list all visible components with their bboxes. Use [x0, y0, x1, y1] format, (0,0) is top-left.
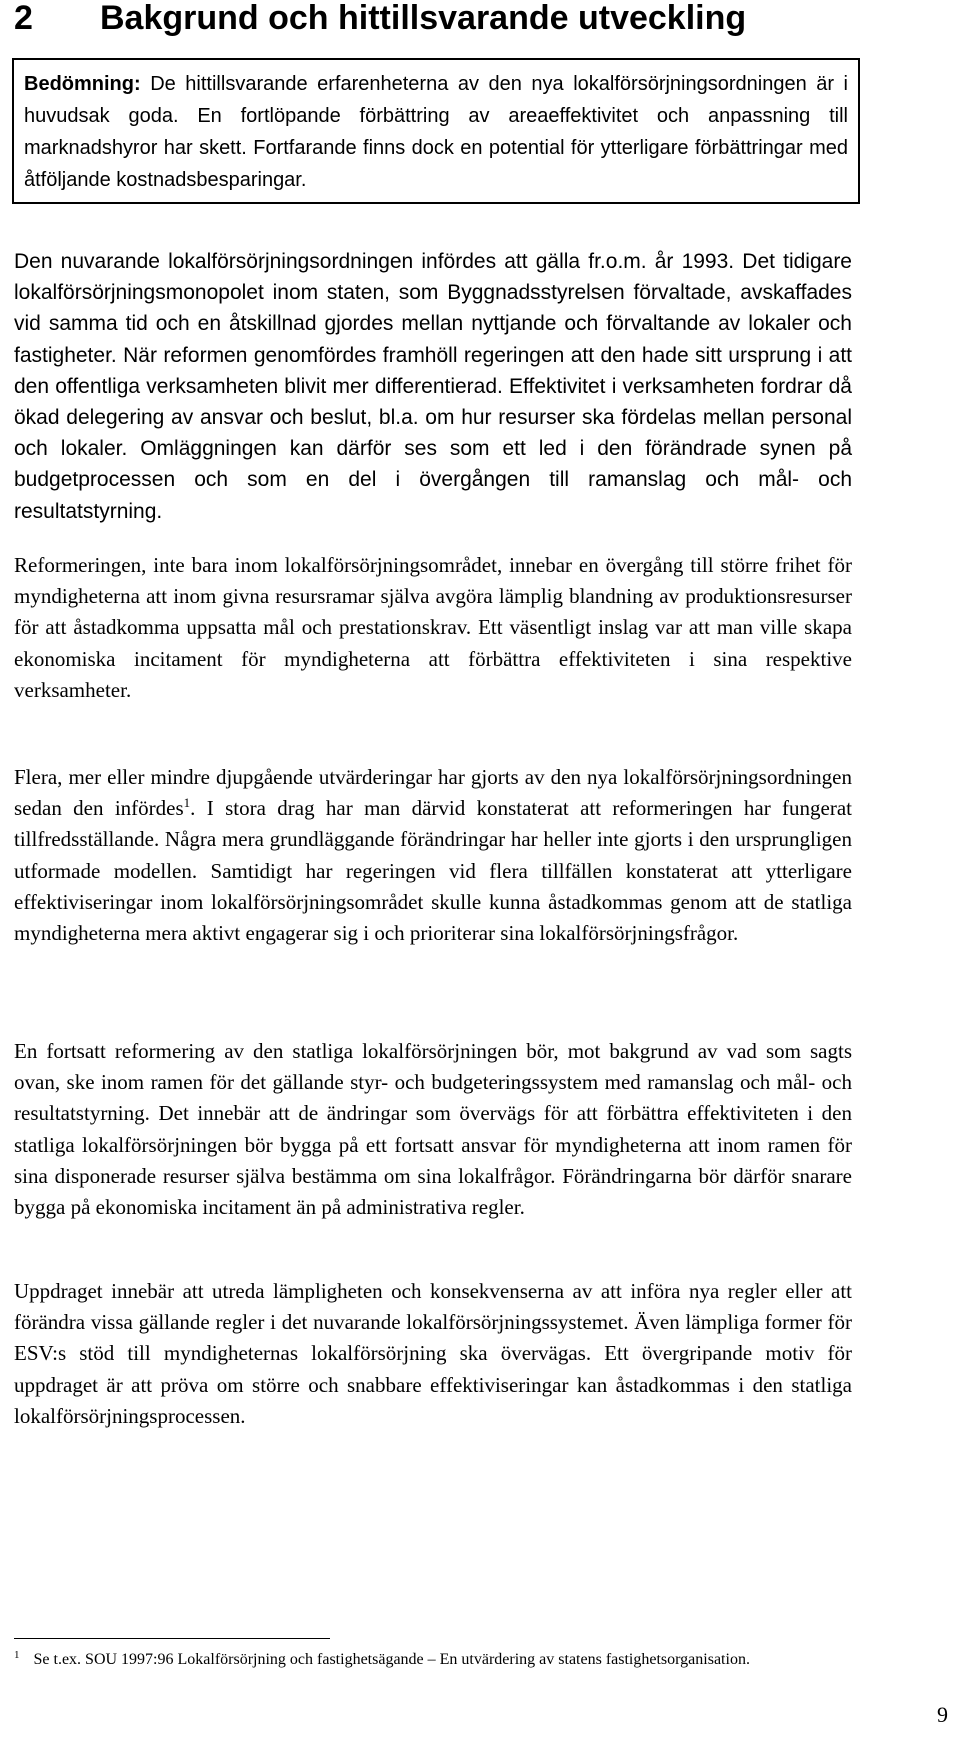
- paragraph-4: En fortsatt reformering av den statliga lokalförsörjningen bör, mot bakgrund av vad som sagts ovan, ske inom ramen för det gällande styr- och budgeteringssystem med ramanslag och mål- och resultatstyrning. Det innebär att de ändringar som övervägs för att förbättra effektiviteten i den statliga lokalförsörjningen bör bygga på ett fortsatt ansvar för myndigheterna att inom ramen för sina disponerade resurser själva bestämma om sina lokalfrågor. Förändringarna bör därför snarare bygga på ekonomiska incitament än på administrativa regler.: [14, 1039, 852, 1220]
- footnote-text: Se t.ex. SOU 1997:96 Lokalförsörjning och fastighetsägande – En utvärdering av statens fastighetsorganisation.: [33, 1651, 750, 1668]
- page-number: 9: [937, 1702, 948, 1727]
- paragraph-2: Reformeringen, inte bara inom lokalförsörjningsområdet, innebar en övergång till större frihet för myndigheterna att inom givna resursramar själva avgöra lämplig blandning av produktionsresurser för att åstadkomma uppsatta mål och prestationskrav. Ett väsentligt inslag var att man ville skapa ekonomiska incitament för myndigheterna att förbättra effektiviteten i sina respektive verksamheter.: [14, 553, 852, 702]
- assessment-label: Bedömning:: [24, 73, 141, 95]
- section-heading: [14, 0, 746, 38]
- paragraph-3: [14, 762, 852, 949]
- assessment-text: De hittillsvarande erfarenheterna av den nya lokalförsörjningsordningen är i huvudsak goda. En fortlöpande förbättring av areaeffektivitet och anpassning till marknadshyror har skett. Fortfarande finns dock en potential för ytterligare förbättringar med åtföljande kostnadsbesparingar.: [24, 73, 848, 191]
- footnote-number: 1: [14, 1648, 20, 1661]
- section-number: 2: [14, 0, 33, 37]
- footnote-divider: [14, 1638, 330, 1639]
- paragraph-1: Den nuvarande lokalförsörjningsordningen infördes att gälla fr.o.m. år 1993. Det tidigare lokalförsörjningsmonopolet inom staten, som Byggnadsstyrelsen förvaltade, avskaffades vid samma tid och en åtskillnad gjordes mellan nyttjande och förvaltande av lokaler och fastigheter. När reformen genomfördes framhöll regeringen att den hade sitt ursprung i att den offentliga verksamheten blivit mer differentierad. Effektivitet i verksamheten fordrar då ökad delegering av ansvar och beslut, bl.a. om hur resurser ska fördelas mellan personal och lokaler. Omläggningen kan därför ses som ett led i den förändrade synen på budgetprocessen och som en del i övergången till ramanslag och mål- och resultatstyrning.: [14, 250, 852, 523]
- section-title: Bakgrund och hittillsvarande utveckling: [100, 0, 747, 37]
- footnote: [14, 1648, 844, 1672]
- paragraph-5: Uppdraget innebär att utreda lämpligheten och konsekvenserna av att införa nya regler eller att förändra vissa gällande regler i det nuvarande lokalförsörjningssystemet. Även lämpliga former för ESV:s stöd till myndigheternas lokalförsörjning ska övervägas. Ett övergripande motiv för uppdraget är att pröva om större och snabbare effektiviseringar kan åstadkommas i den statliga lokalförsörjningsprocessen.: [14, 1279, 852, 1428]
- paragraph-3-text-b: . I stora drag har man därvid konstaterat att reformeringen har fungerat tillfredsställande. Några mera grundläggande förändringar har heller inte gjorts i den ursprungligen utformade modellen. Samtidigt har regeringen vid flera tillfällen konstaterat att ytterligare effektiviseringar inom lokalförsörjningsområdet skulle kunna åstadkommas genom att de statliga myndigheterna mera aktivt engagerar sig i och prioriterar sina lokalförsörjningsfrågor.: [14, 796, 853, 946]
- paragraph-3-text-a: Flera, mer eller mindre djupgående utvärderingar har gjorts av den nya lokalförsörjningsordningen sedan den infördes: [14, 765, 852, 821]
- footnote-reference: 1: [183, 795, 191, 811]
- assessment-box: [12, 58, 860, 204]
